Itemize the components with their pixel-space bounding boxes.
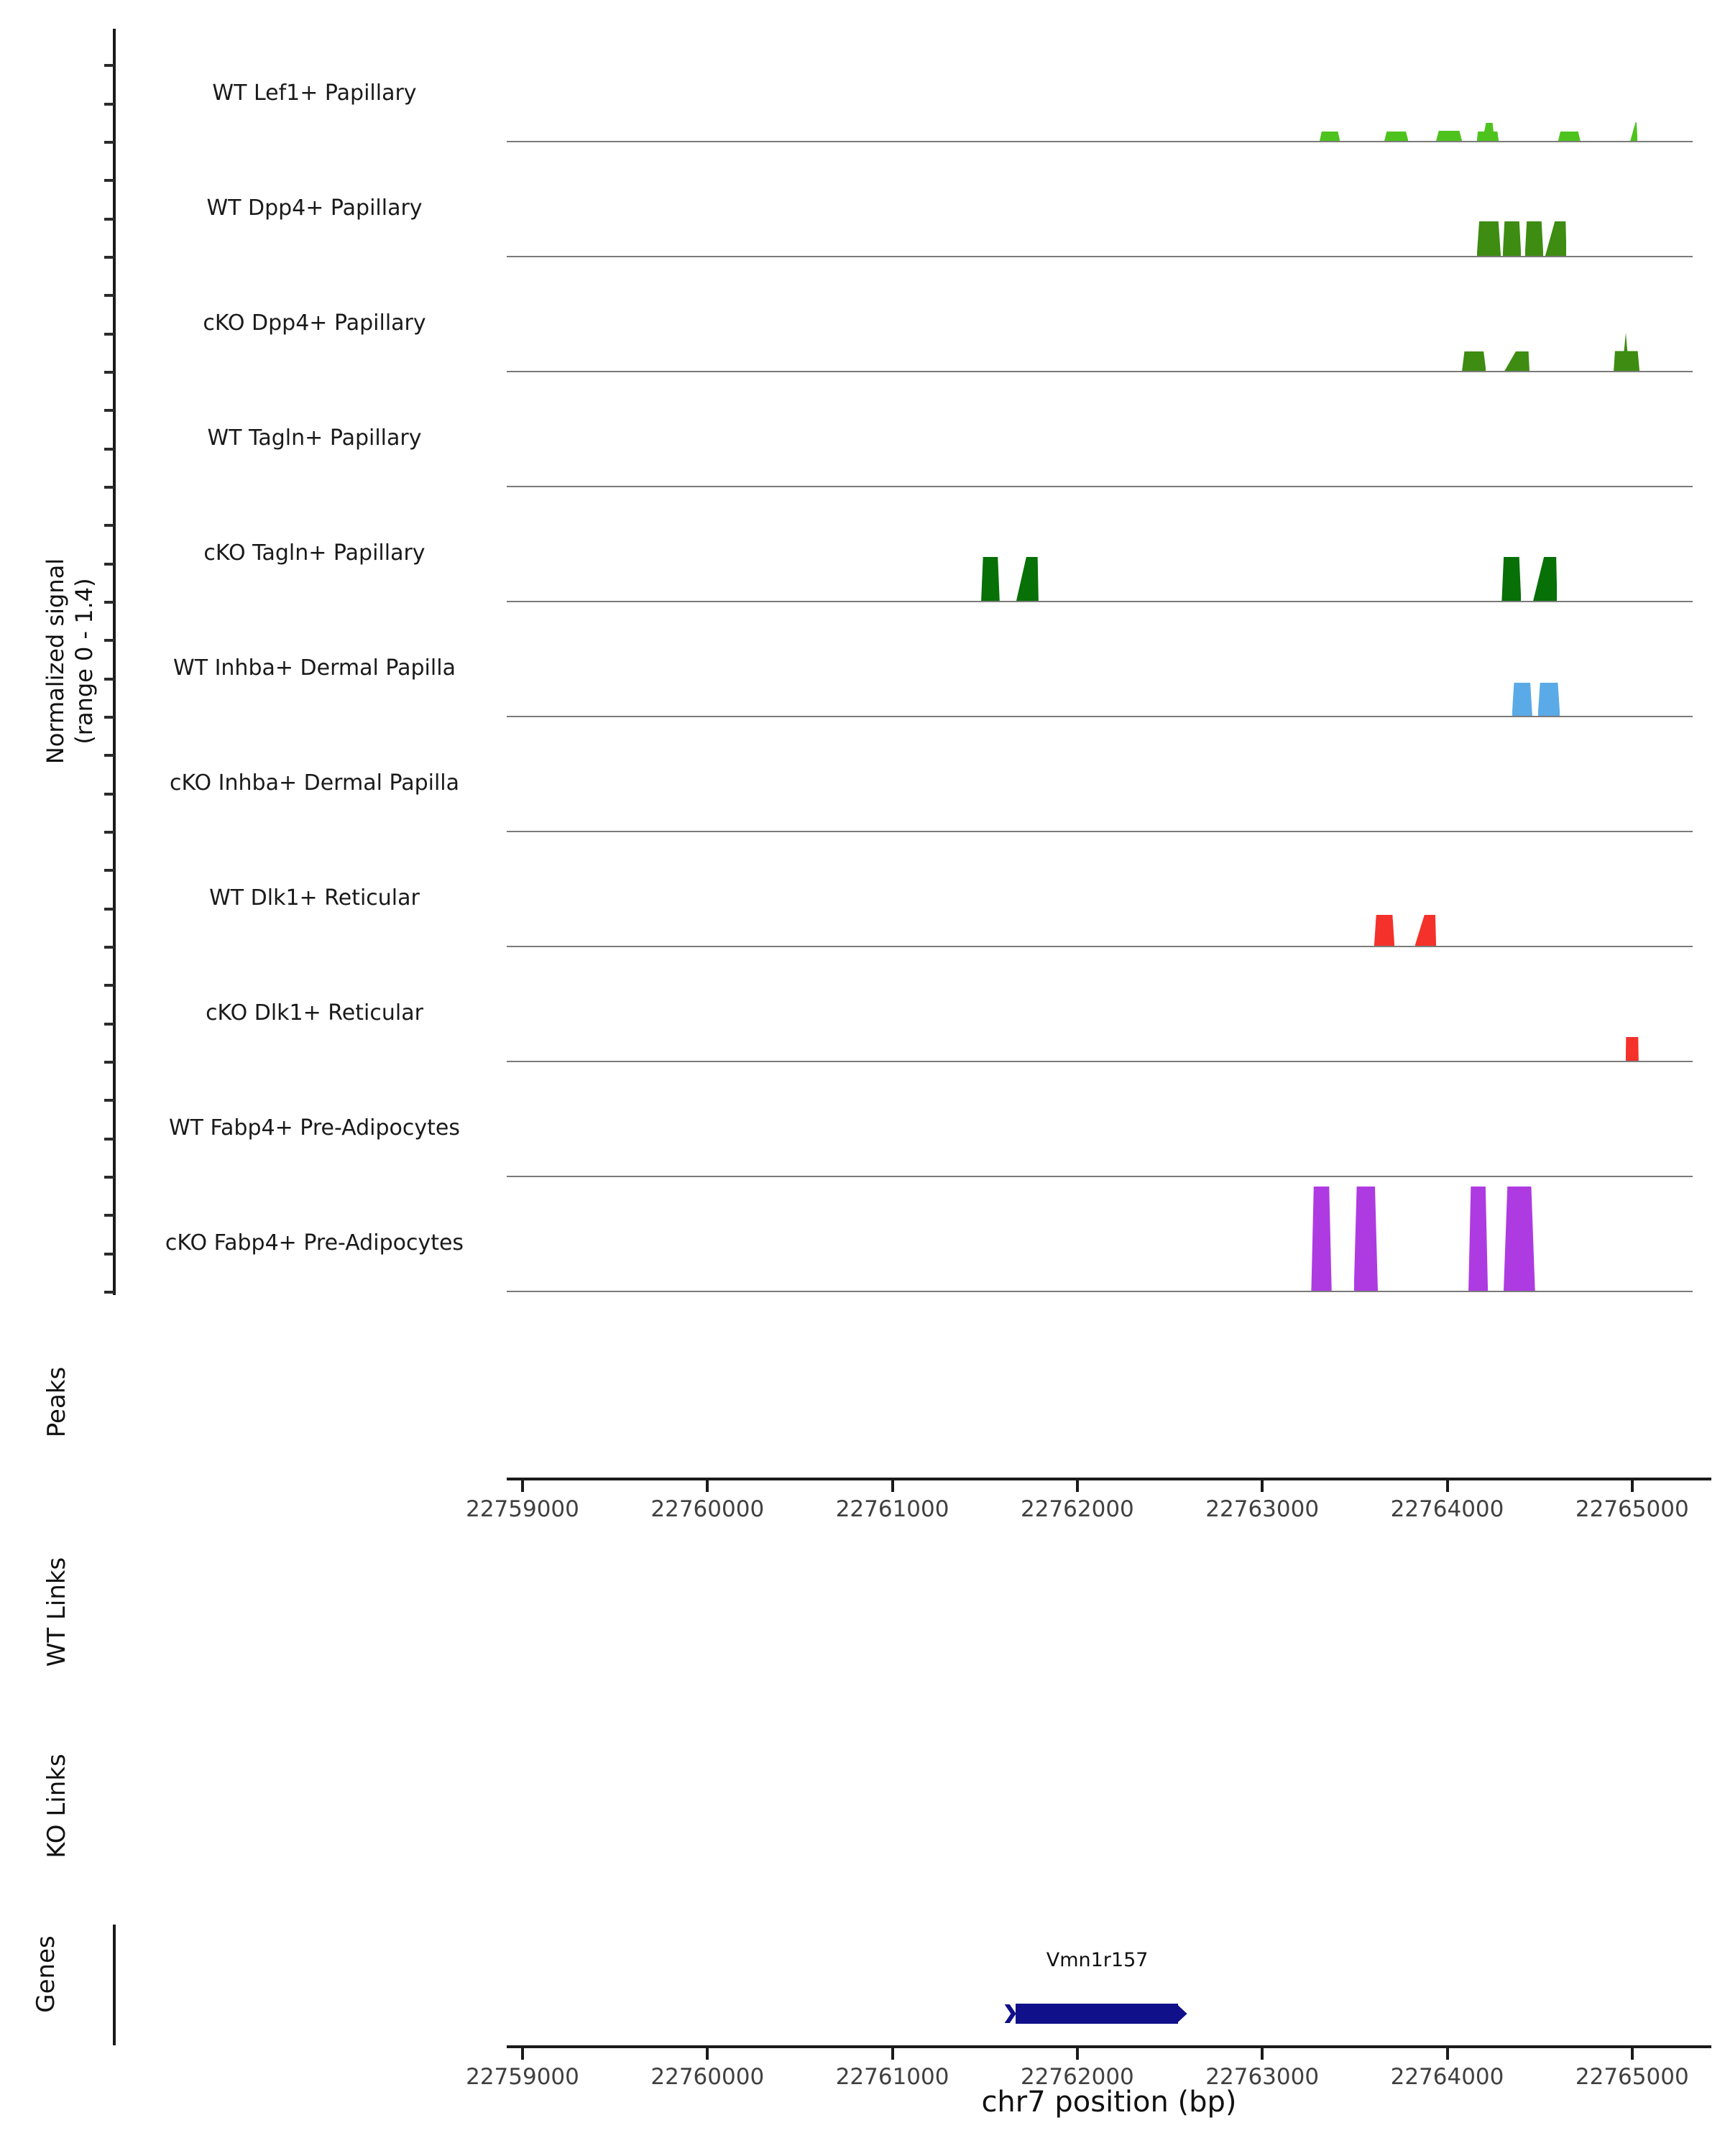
track-row: [0, 1062, 1725, 1177]
x-axis-tick-label: 22763000: [1205, 1496, 1320, 1522]
track-row: [0, 142, 1725, 257]
track-row: [0, 717, 1725, 832]
signal-peak: [1477, 123, 1505, 141]
x-axis-tick: [1076, 2048, 1079, 2060]
signal-peak: [981, 557, 1000, 601]
signal-peak: [1354, 1187, 1378, 1291]
signal-peak: [1538, 683, 1560, 716]
x-axis-tick: [1446, 2048, 1449, 2060]
track-row: [0, 947, 1725, 1062]
genome-axis-line: [507, 2045, 1711, 2048]
x-axis-tick: [1631, 1480, 1634, 1492]
signal-peak: [1320, 132, 1340, 141]
signal-peak: [1626, 1037, 1639, 1061]
x-axis-tick: [706, 1480, 709, 1492]
signal-peak: [1501, 557, 1521, 601]
section-label-wt-links: WT Links: [42, 1557, 71, 1667]
signal-peak: [1503, 221, 1522, 256]
track-row: [0, 1177, 1725, 1292]
genes-section-axis-line: [113, 1925, 116, 2045]
section-label-genes: Genes: [32, 1935, 60, 2013]
x-axis-tick: [1261, 1480, 1264, 1492]
signal-peak: [1311, 1187, 1331, 1291]
x-axis-tick: [1076, 1480, 1079, 1492]
gene-strand-arrow-right: [1177, 2004, 1187, 2023]
x-axis-tick: [706, 2048, 709, 2060]
signal-peak: [1477, 221, 1501, 256]
x-axis-tick: [1631, 2048, 1634, 2060]
x-axis-tick-label: 22761000: [835, 1496, 949, 1522]
signal-peak: [1614, 333, 1639, 371]
y-axis-label-line2: (range 0 - 1.4): [70, 578, 98, 745]
x-axis-tick-label: 22761000: [835, 2064, 949, 2090]
track-row: [0, 257, 1725, 372]
x-axis-tick-label: 22759000: [466, 2064, 579, 2090]
track-baseline: [507, 1291, 1693, 1292]
gene-name-label: Vmn1r157: [1046, 1949, 1149, 1971]
x-axis-tick-label: 22763000: [1205, 2064, 1320, 2090]
signal-peak: [1374, 915, 1394, 946]
x-axis-tick-label: 22759000: [466, 1496, 579, 1522]
track-label: WT Dlk1+ Reticular: [209, 885, 420, 911]
track-label: cKO Dpp4+ Papillary: [203, 310, 426, 336]
gene-strand-arrow-left: [1005, 2004, 1016, 2023]
gene-body: [1016, 2004, 1178, 2024]
x-axis-tick-label: 22762000: [1020, 1496, 1134, 1522]
track-label: WT Inhba+ Dermal Papilla: [173, 655, 456, 681]
signal-peak: [1504, 1187, 1535, 1291]
track-row: [0, 27, 1725, 142]
x-axis-tick-label: 22760000: [650, 1496, 765, 1522]
x-axis-title: chr7 position (bp): [981, 2086, 1237, 2119]
x-axis-tick-label: 22765000: [1575, 1496, 1689, 1522]
signal-peak: [1504, 351, 1530, 371]
signal-peak: [1415, 915, 1437, 946]
signal-peak: [1545, 221, 1567, 256]
x-axis-tick: [1261, 2048, 1264, 2060]
signal-peak: [1630, 122, 1637, 141]
track-label: cKO Inhba+ Dermal Papilla: [169, 770, 460, 796]
signal-peak: [1436, 131, 1462, 141]
track-row: [0, 602, 1725, 717]
x-axis-tick: [521, 1480, 524, 1492]
track-label: cKO Tagln+ Papillary: [203, 540, 426, 566]
section-label-ko-links: KO Links: [42, 1754, 71, 1858]
x-axis-tick-label: 22762000: [1020, 2064, 1134, 2090]
signal-peak: [1558, 132, 1581, 141]
section-label-peaks: Peaks: [42, 1366, 71, 1438]
signal-peak: [1384, 132, 1408, 141]
x-axis-tick: [891, 1480, 894, 1492]
x-axis-tick-label: 22764000: [1390, 2064, 1504, 2090]
signal-peak: [1533, 557, 1557, 601]
track-label: cKO Dlk1+ Reticular: [206, 1000, 423, 1026]
x-axis-tick-label: 22760000: [650, 2064, 765, 2090]
signal-peak: [1462, 351, 1486, 371]
x-axis-tick: [1446, 1480, 1449, 1492]
x-axis-tick: [521, 2048, 524, 2060]
x-axis-tick-label: 22764000: [1390, 1496, 1504, 1522]
signal-peak: [1512, 683, 1532, 716]
signal-peak: [1016, 557, 1039, 601]
track-row: [0, 832, 1725, 947]
track-label: WT Lef1+ Papillary: [212, 80, 417, 106]
track-label: WT Tagln+ Papillary: [207, 425, 422, 451]
track-label: cKO Fabp4+ Pre-Adipocytes: [165, 1230, 464, 1256]
signal-peak: [1525, 221, 1544, 256]
track-label: WT Dpp4+ Papillary: [206, 195, 423, 221]
track-label: WT Fabp4+ Pre-Adipocytes: [169, 1115, 460, 1141]
x-axis-tick-label: 22765000: [1575, 2064, 1689, 2090]
track-row: [0, 487, 1725, 602]
signal-peak: [1468, 1187, 1488, 1291]
y-axis-label-line1: Normalized signal: [42, 558, 69, 765]
peaks-axis-line: [507, 1478, 1711, 1480]
x-axis-tick: [891, 2048, 894, 2060]
track-row: [0, 372, 1725, 487]
